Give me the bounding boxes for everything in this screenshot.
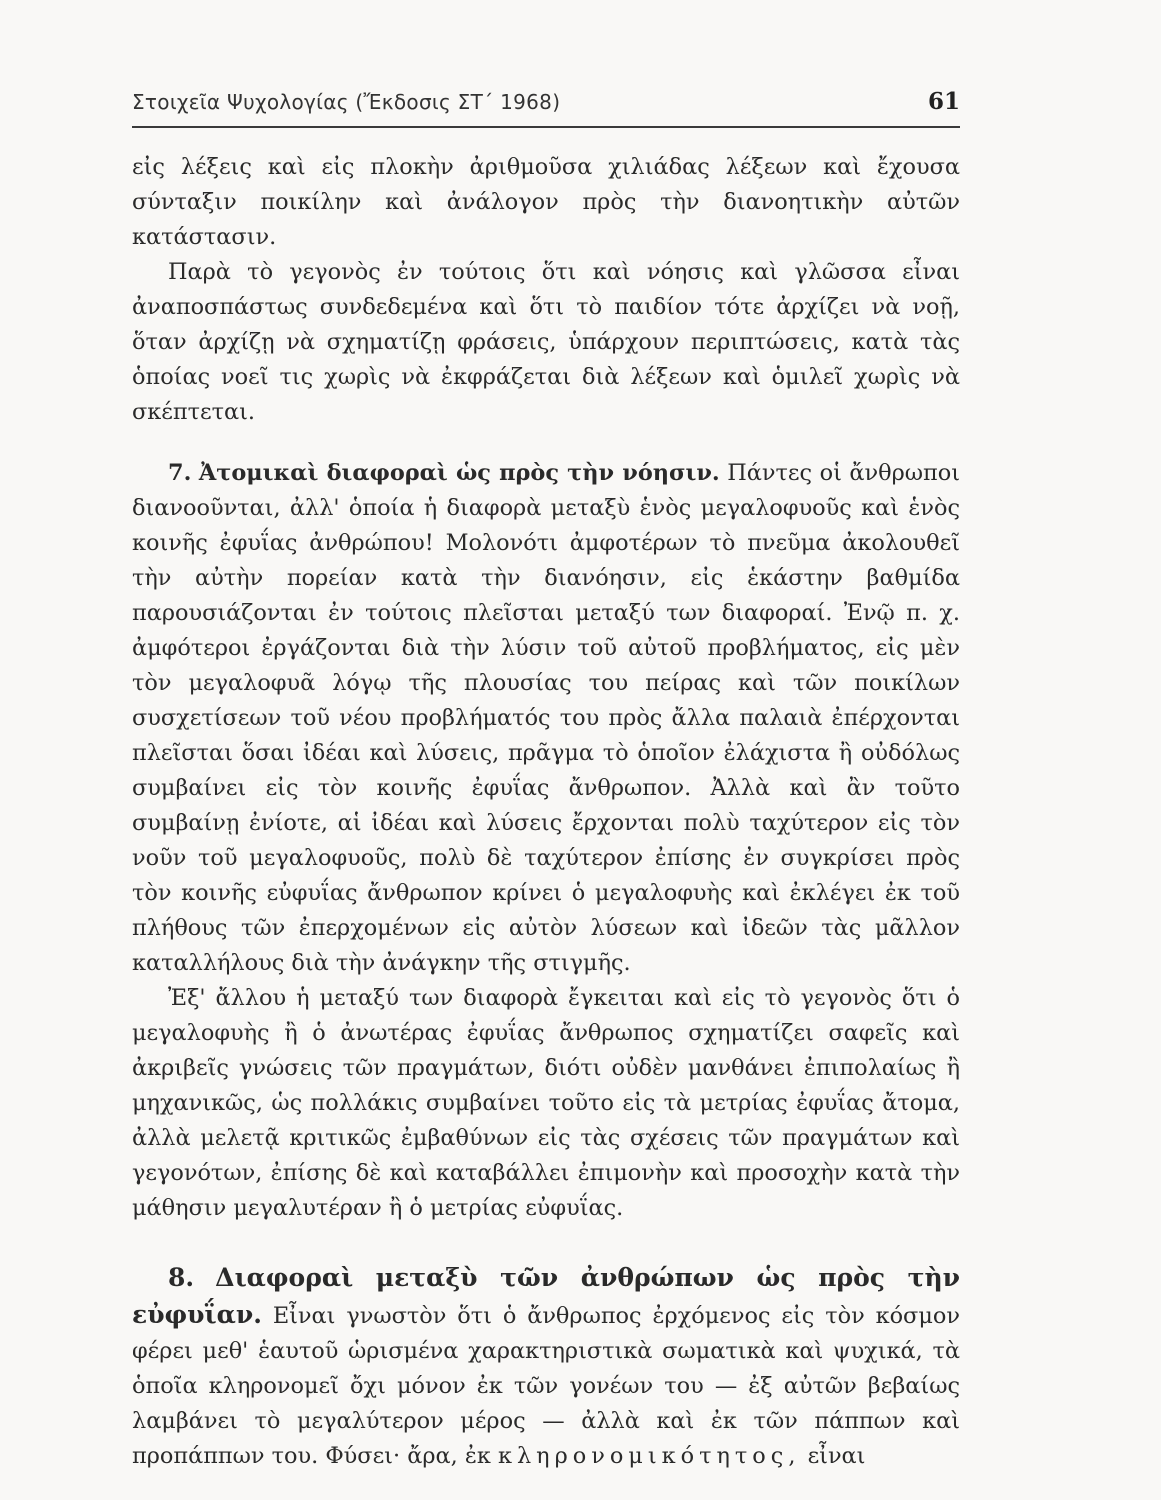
page-number: 61	[927, 88, 960, 115]
running-head	[132, 78, 960, 128]
section-7-text: Πάντες οἱ ἄνθρωποι διανοοῦνται, ἀλλ' ὁποία ἡ διαφορὰ μεταξὺ ἑνὸς μεγαλοφυοῦς καὶ ἑνὸς κοινῆς ἐφυΐας ἀνθρώπου! Μολονότι ἀμφοτέρων τὸ πνεῦμα ἀκολουθεῖ τὴν αὐτὴν πορείαν κατὰ τὴν διανόησιν, εἰς ἑκάστην βαθμίδα παρουσιάζονται ἐν τούτοις πλεῖσται μεταξύ των διαφοραί. Ἐνῷ π. χ. ἀμφότεροι ἐργάζονται διὰ τὴν λύσιν τοῦ αὐτοῦ προβλήματος, εἰς μὲν τὸν μεγαλοφυᾶ λόγῳ τῆς πλουσίας του πείρας καὶ τῶν ποικίλων συσχετίσεων τοῦ νέου προβλήματός του πρὸς ἄλλα παλαιὰ ἐπέρχονται πλεῖσται ὅσαι ἰδέαι καὶ λύσεις, πρᾶγμα τὸ ὁποῖον ἐλάχιστα ἢ οὐδόλως συμβαίνει εἰς τὸν κοινῆς ἐφυΐας ἄνθρωπον. Ἀλλὰ καὶ ἂν τοῦτο συμβαίνῃ ἐνίοτε, αἱ ἰδέαι καὶ λύσεις ἔρχονται πολὺ ταχύτερον εἰς τὸν νοῦν τοῦ μεγαλοφυοῦς, πολὺ δὲ ταχύτερον ἐπίσης ἐν συγκρίσει πρὸς τὸν κοινῆς εὐφυΐας ἄνθρωπον κρίνει ὁ μεγαλοφυὴς καὶ ἐκλέγει ἐκ τοῦ πλήθους τῶν ἐπερχομένων εἰς αὐτὸν λύσεων καὶ ἰδεῶν τὰς μᾶλλον καταλλήλους διὰ τὴν ἀνάγκην τῆς στιγμῆς.	[132, 460, 961, 976]
running-title: Στοιχεῖα Ψυχολογίας (Ἔκδοσις ΣΤ΄ 1968)	[132, 90, 561, 114]
book-page	[132, 78, 960, 1474]
body-text	[132, 150, 960, 1474]
paragraph-language-thought: Παρὰ τὸ γεγονὸς ἐν τούτοις ὅτι καὶ νόησις καὶ γλῶσσα εἶναι ἀναποσπάστως συνδεδεμένα καὶ ὅτι τὸ παιδίον τότε ἀρχίζει νὰ νοῇ, ὅταν ἀρχίζῃ νὰ σχηματίζῃ φράσεις, ὑπάρχουν περιπτώσεις, κατὰ τὰς ὁποίας νοεῖ τις χωρὶς νὰ ἐκφράζεται διὰ λέξεων καὶ ὁμιλεῖ χωρὶς νὰ σκέπτεται.	[132, 259, 960, 425]
section-7-number: 7.	[168, 460, 192, 486]
section-8-tail: εἶναι	[807, 1443, 866, 1469]
section-7	[132, 456, 960, 981]
section-8-heading: Διαφοραὶ μεταξὺ τῶν ἀνθρώπων ὡς πρὸς τὴν εὐφυΐαν.	[132, 1263, 961, 1329]
section-8-spaced-word: κληρονομικότητος,	[497, 1443, 801, 1469]
section-8	[132, 1260, 960, 1474]
paragraph-differences: Ἐξ' ἄλλου ἡ μεταξύ των διαφορὰ ἔγκειται καὶ εἰς τὸ γεγονὸς ὅτι ὁ μεγαλοφυὴς ἢ ὁ ἀνωτέρας ἐφυΐας ἄνθρωπος σχηματίζει σαφεῖς καὶ ἀκριβεῖς γνώσεις τῶν πραγμάτων, διότι οὐδὲν μανθάνει ἐπιπολαίως ἢ μηχανικῶς, ὡς πολλάκις συμβαίνει τοῦτο εἰς τὰ μετρίας ἐφυΐας ἄτομα, ἀλλὰ μελετᾷ κριτικῶς ἐμβαθύνων εἰς τὰς σχέσεις τῶν πραγμάτων καὶ γεγονότων, ἐπίσης δὲ καὶ καταβάλλει ἐπιμονὴν καὶ προσοχὴν κατὰ τὴν μάθησιν μεγαλυτέραν ἢ ὁ μετρίας εὐφυΐας.	[132, 985, 960, 1221]
section-8-text: Εἶναι γνωστὸν ὅτι ὁ ἄνθρωπος ἐρχόμενος εἰς τὸν κόσμον φέρει μεθ' ἑαυτοῦ ὡρισμένα χαρακτηριστικὰ σωματικὰ καὶ ψυχικά, τὰ ὁποῖα κληρονομεῖ ὄχι μόνον ἐκ τῶν γονέων του — ἐξ αὐτῶν βεβαίως λαμβάνει τὸ μεγαλύτερον μέρος — ἀλλὰ καὶ ἐκ τῶν πάππων καὶ προπάππων του. Φύσει· ἄρα, ἐκ	[132, 1303, 960, 1469]
section-7-heading: Ἀτομικαὶ διαφοραὶ ὡς πρὸς τὴν νόησιν.	[198, 460, 720, 486]
section-8-number: 8.	[168, 1263, 195, 1292]
paragraph-continuation: εἰς λέξεις καὶ εἰς πλοκὴν ἀριθμοῦσα χιλιάδας λέξεων καὶ ἔχουσα σύνταξιν ποικίλην καὶ ἀνάλογον πρὸς τὴν διανοητικὴν αὐτῶν κατάστασιν.	[132, 154, 960, 250]
